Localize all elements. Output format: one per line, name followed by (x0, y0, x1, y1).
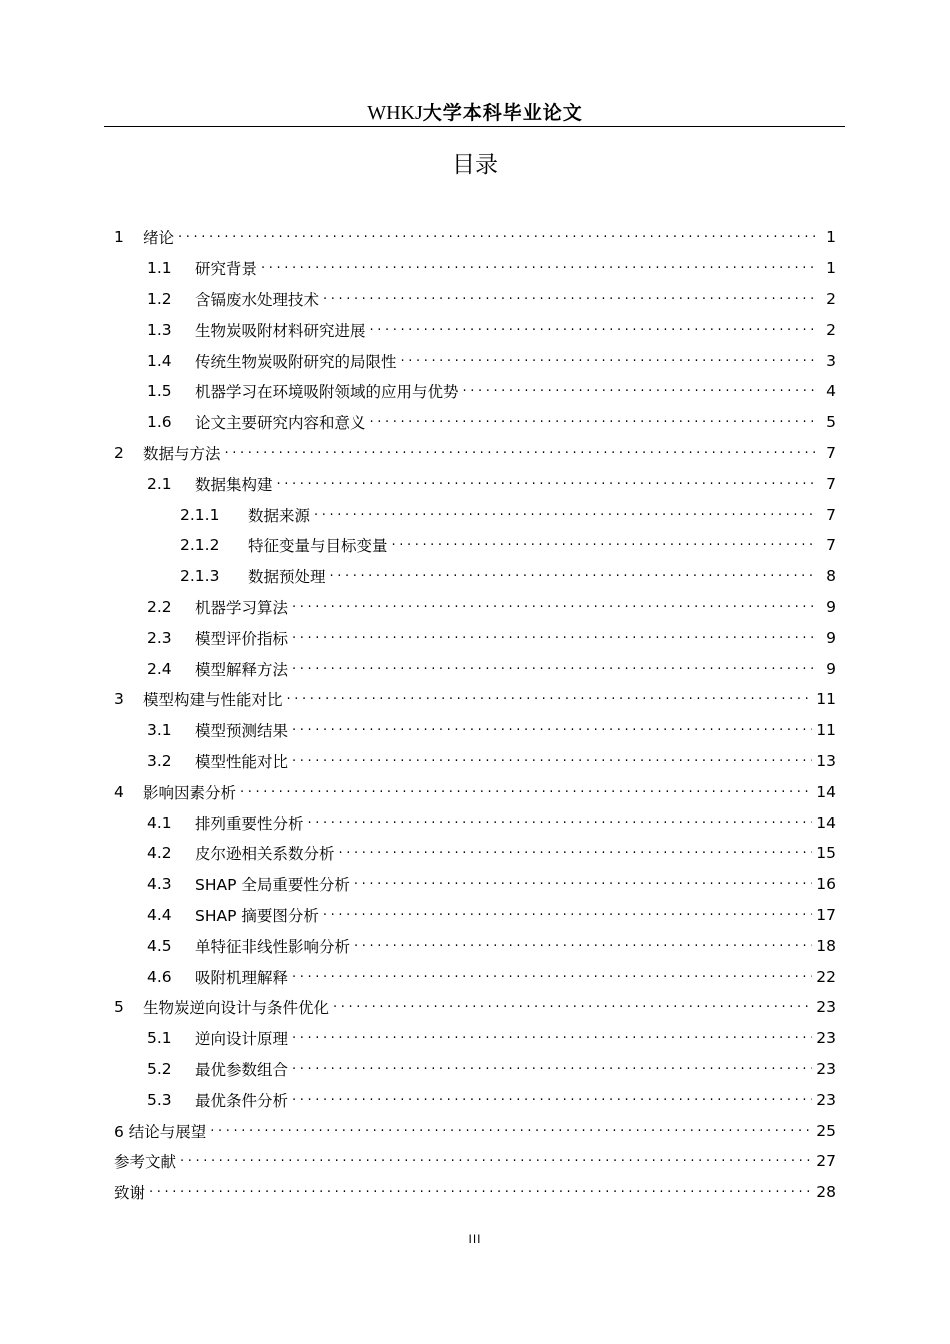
toc-entry[interactable] (114, 776, 836, 807)
toc-entry-number: 3.2 (147, 751, 172, 770)
toc-entry-number: 4.4 (147, 905, 172, 924)
page-number: III (468, 1232, 482, 1246)
toc-entry-title: 模型预测结果 (195, 722, 289, 741)
toc-entry[interactable] (114, 992, 836, 1023)
toc-dot-leader (292, 629, 818, 647)
toc-entry-title: 排列重要性分析 (195, 814, 304, 833)
toc-entry[interactable] (114, 530, 836, 561)
toc-dot-leader (287, 690, 813, 708)
toc-entry-title: 数据预处理 (248, 568, 326, 587)
toc-entry-page: 3 (826, 351, 836, 370)
toc-entry-title: 模型构建与性能对比 (143, 691, 283, 710)
toc-entry-number: 1.3 (147, 320, 172, 339)
toc-entry-page: 2 (826, 289, 836, 308)
toc-entry-title: 模型解释方法 (195, 660, 289, 679)
toc-entry[interactable] (114, 1084, 836, 1115)
toc-entry-number: 4.6 (147, 967, 172, 986)
toc-entry-page: 15 (816, 844, 836, 863)
toc-entry-title: 最优条件分析 (195, 1091, 289, 1110)
toc-entry-title: SHAP 摘要图分析 (195, 906, 319, 925)
toc-dot-leader (180, 1152, 812, 1170)
toc-entry-page: 7 (826, 536, 836, 555)
toc-entry-title: 机器学习算法 (195, 598, 289, 617)
toc-entry[interactable] (114, 746, 836, 777)
toc-entry-page: 11 (816, 690, 836, 709)
toc-entry[interactable] (114, 930, 836, 961)
toc-entry-number: 5 (114, 998, 124, 1017)
page-title: 目录 (452, 152, 498, 178)
toc-entry[interactable] (114, 222, 836, 253)
toc-dot-leader (240, 783, 812, 801)
toc-dot-leader (261, 259, 818, 277)
header-rule (104, 126, 845, 127)
toc-entry-title: 特征变量与目标变量 (248, 537, 388, 556)
toc-entry-page: 2 (826, 320, 836, 339)
toc-entry-number: 2.1 (147, 474, 172, 493)
toc-entry-page: 7 (826, 505, 836, 524)
toc-entry-number: 4 (114, 782, 124, 801)
toc-entry-title: 论文主要研究内容和意义 (195, 414, 366, 433)
toc-dot-leader (323, 906, 812, 924)
toc-entry-page: 18 (816, 936, 836, 955)
toc-entry[interactable] (114, 376, 836, 407)
toc-entry-title: 数据集构建 (195, 475, 273, 494)
toc-entry-number: 2 (114, 443, 124, 462)
toc-entry[interactable] (114, 253, 836, 284)
toc-dot-leader (277, 475, 818, 493)
toc-dot-leader (292, 752, 812, 770)
toc-entry[interactable] (114, 1023, 836, 1054)
table-of-contents (114, 222, 836, 1208)
toc-entry-page: 14 (816, 782, 836, 801)
toc-entry-title: 数据来源 (248, 506, 311, 525)
running-header (0, 98, 950, 125)
toc-entry-page: 22 (816, 967, 836, 986)
toc-entry[interactable] (114, 438, 836, 469)
toc-entry-title: 数据与方法 (143, 444, 221, 463)
toc-entry-number: 5.2 (147, 1059, 172, 1078)
toc-dot-leader (308, 814, 813, 832)
toc-entry-page: 1 (826, 259, 836, 278)
toc-entry-title: 吸附机理解释 (195, 968, 289, 987)
toc-entry[interactable] (114, 684, 836, 715)
toc-entry[interactable] (114, 407, 836, 438)
toc-dot-leader (292, 660, 818, 678)
toc-entry-number: 1.4 (147, 351, 172, 370)
toc-entry[interactable] (114, 284, 836, 315)
toc-entry-title: 皮尔逊相关系数分析 (195, 845, 335, 864)
toc-dot-leader (339, 844, 813, 862)
toc-entry-number: 3.1 (147, 721, 172, 740)
toc-entry-page: 16 (816, 875, 836, 894)
toc-entry[interactable] (114, 1146, 836, 1177)
toc-entry-page: 1 (826, 228, 836, 247)
toc-entry-page: 27 (816, 1152, 836, 1171)
toc-entry[interactable] (114, 900, 836, 931)
toc-entry[interactable] (114, 961, 836, 992)
toc-dot-leader (333, 998, 812, 1016)
toc-dot-leader (370, 321, 818, 339)
toc-entry-number: 1.5 (147, 382, 172, 401)
toc-entry-page: 9 (826, 628, 836, 647)
toc-entry-number: 2.4 (147, 659, 172, 678)
toc-dot-leader (370, 413, 818, 431)
toc-entry-number: 1.2 (147, 289, 172, 308)
toc-dot-leader (354, 875, 812, 893)
toc-entry-page: 9 (826, 597, 836, 616)
toc-entry[interactable] (114, 653, 836, 684)
toc-entry-title: 模型评价指标 (195, 629, 289, 648)
toc-entry-page: 23 (816, 998, 836, 1017)
toc-entry-page: 4 (826, 382, 836, 401)
toc-entry[interactable] (114, 1177, 836, 1208)
toc-entry[interactable] (114, 314, 836, 345)
toc-dot-leader (178, 228, 818, 246)
toc-dot-leader (292, 1060, 812, 1078)
toc-entry-title: 参考文献 (114, 1153, 177, 1172)
toc-entry-number: 5.3 (147, 1090, 172, 1109)
toc-dot-leader (292, 598, 818, 616)
toc-dot-leader (330, 567, 818, 585)
toc-entry-title: 最优参数组合 (195, 1060, 289, 1079)
toc-dot-leader (463, 382, 818, 400)
toc-entry[interactable] (114, 499, 836, 530)
toc-entry-page: 23 (816, 1059, 836, 1078)
toc-entry-number: 1.6 (147, 413, 172, 432)
toc-entry-page: 25 (816, 1121, 836, 1140)
toc-entry-title: 逆向设计原理 (195, 1030, 289, 1049)
toc-dot-leader (292, 1029, 812, 1047)
toc-entry[interactable] (114, 1054, 836, 1085)
toc-entry-number: 1 (114, 228, 124, 247)
toc-dot-leader (210, 1122, 812, 1140)
toc-entry-number: 4.1 (147, 813, 172, 832)
toc-entry-number: 2.1.1 (180, 505, 220, 524)
toc-entry-page: 7 (826, 443, 836, 462)
toc-entry-number: 4.3 (147, 875, 172, 894)
toc-entry-number: 1.1 (147, 259, 172, 278)
toc-entry-page: 28 (816, 1183, 836, 1202)
toc-entry[interactable] (114, 715, 836, 746)
toc-entry-title: 单特征非线性影响分析 (195, 937, 351, 956)
toc-dot-leader (314, 506, 818, 524)
toc-entry-title: 模型性能对比 (195, 752, 289, 771)
toc-entry-title: 影响因素分析 (143, 783, 237, 802)
toc-entry-page: 9 (826, 659, 836, 678)
toc-dot-leader (354, 937, 812, 955)
toc-entry-page: 7 (826, 474, 836, 493)
toc-entry[interactable] (114, 838, 836, 869)
toc-entry[interactable] (114, 592, 836, 623)
toc-entry-title: 机器学习在环境吸附领域的应用与优势 (195, 383, 459, 402)
toc-entry[interactable] (114, 468, 836, 499)
toc-dot-leader (392, 536, 818, 554)
toc-dot-leader (323, 290, 818, 308)
toc-entry-title: 致谢 (114, 1184, 146, 1203)
toc-entry[interactable] (114, 1115, 836, 1146)
toc-entry-title: 6 结论与展望 (114, 1122, 207, 1141)
toc-entry-title: 生物炭逆向设计与条件优化 (143, 999, 330, 1018)
toc-dot-leader (149, 1183, 812, 1201)
toc-entry-page: 17 (816, 905, 836, 924)
toc-dot-leader (292, 1091, 812, 1109)
toc-entry-title: 生物炭吸附材料研究进展 (195, 321, 366, 340)
toc-entry-title: 传统生物炭吸附研究的局限性 (195, 352, 397, 371)
toc-dot-leader (401, 352, 818, 370)
toc-entry-number: 5.1 (147, 1029, 172, 1048)
toc-entry-page: 8 (826, 567, 836, 586)
toc-entry-title: 含镉废水处理技术 (195, 290, 320, 309)
toc-entry-title: 绪论 (143, 229, 175, 248)
toc-entry[interactable] (114, 622, 836, 653)
toc-entry-title: 研究背景 (195, 260, 258, 279)
toc-dot-leader (225, 444, 818, 462)
toc-entry-number: 2.3 (147, 628, 172, 647)
toc-dot-leader (292, 968, 812, 986)
toc-entry[interactable] (114, 561, 836, 592)
toc-entry-page: 11 (816, 721, 836, 740)
toc-entry-page: 13 (816, 751, 836, 770)
header-latin: WHKJ (367, 102, 423, 124)
toc-entry-page: 14 (816, 813, 836, 832)
toc-entry-number: 3 (114, 690, 124, 709)
toc-entry-page: 23 (816, 1029, 836, 1048)
toc-entry-number: 2.1.3 (180, 567, 220, 586)
toc-entry-title: SHAP 全局重要性分析 (195, 876, 350, 895)
toc-entry-number: 2.1.2 (180, 536, 220, 555)
toc-entry-number: 4.2 (147, 844, 172, 863)
toc-entry[interactable] (114, 807, 836, 838)
toc-entry[interactable] (114, 345, 836, 376)
toc-entry-number: 4.5 (147, 936, 172, 955)
toc-entry[interactable] (114, 869, 836, 900)
toc-dot-leader (292, 721, 812, 739)
toc-entry-page: 23 (816, 1090, 836, 1109)
toc-entry-page: 5 (826, 413, 836, 432)
header-cjk: 大学本科毕业论文 (422, 102, 583, 124)
toc-entry-number: 2.2 (147, 597, 172, 616)
